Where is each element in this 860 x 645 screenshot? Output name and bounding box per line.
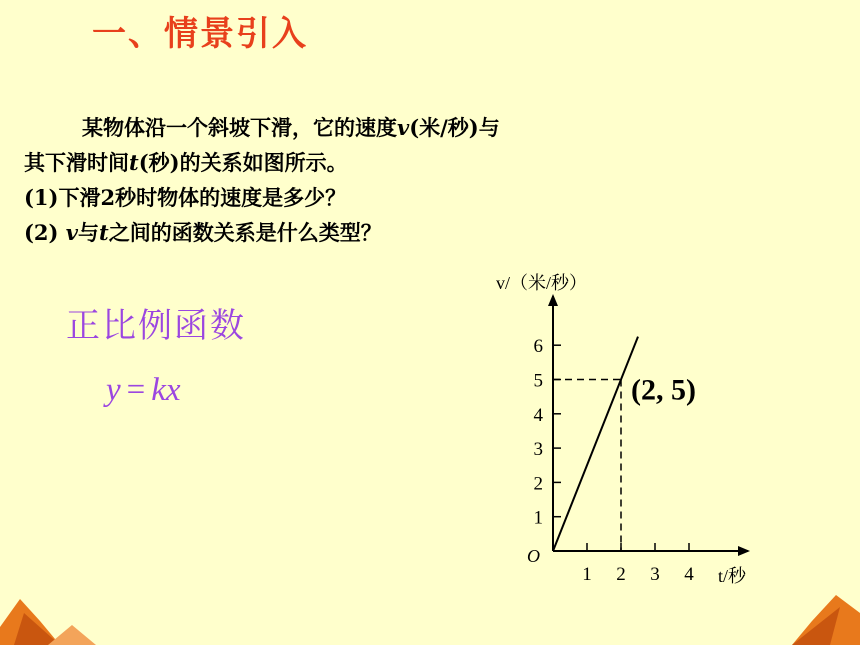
x-tick-label: 1 <box>582 564 592 585</box>
y-tick-label: 5 <box>533 370 543 392</box>
slide-title: 一、情景引入 <box>92 14 308 54</box>
problem-line-1-text: 某物体沿一个斜坡下滑，它的速度 <box>82 115 397 140</box>
question-2-var-v: v <box>65 220 78 245</box>
y-tick-label: 6 <box>533 336 543 358</box>
problem-line-2-unit: (秒)的关系如图所示。 <box>138 150 348 175</box>
x-axis-label: t/秒 <box>718 566 747 586</box>
formula-kx: kx <box>151 372 181 408</box>
series-line <box>553 337 638 551</box>
x-tick-label: 3 <box>650 564 660 585</box>
question-2-var-t: t <box>99 220 109 245</box>
time-variable: t <box>129 150 139 175</box>
x-tick-label: 2 <box>616 564 626 585</box>
y-tick-label: 2 <box>533 473 543 495</box>
question-2-conj: 与 <box>78 220 99 245</box>
problem-line-2-text: 其下滑时间 <box>24 150 129 175</box>
answer-text: 正比例函数 <box>66 306 246 346</box>
left-corner-decoration-small <box>48 625 96 645</box>
highlight-point-label: (2, 5) <box>631 373 696 407</box>
origin-label: O <box>527 546 540 566</box>
velocity-variable: v <box>397 115 410 140</box>
problem-line-1-unit: (米/秒)与 <box>409 115 500 140</box>
question-1: (1)下滑2秒时物体的速度是多少？ <box>24 185 347 210</box>
bottom-decoration <box>0 595 860 645</box>
y-tick-label: 1 <box>533 507 543 529</box>
y-tick-label: 4 <box>533 404 543 426</box>
formula-y: y <box>106 372 121 408</box>
formula-equals: = <box>126 372 146 408</box>
x-tick-label: 4 <box>684 564 694 585</box>
question-2-text: 之间的函数关系是什么类型？ <box>108 220 382 245</box>
y-axis-label: v/（米/秒） <box>496 273 588 293</box>
question-2-number: (2) <box>24 220 66 245</box>
y-tick-label: 3 <box>533 439 543 461</box>
